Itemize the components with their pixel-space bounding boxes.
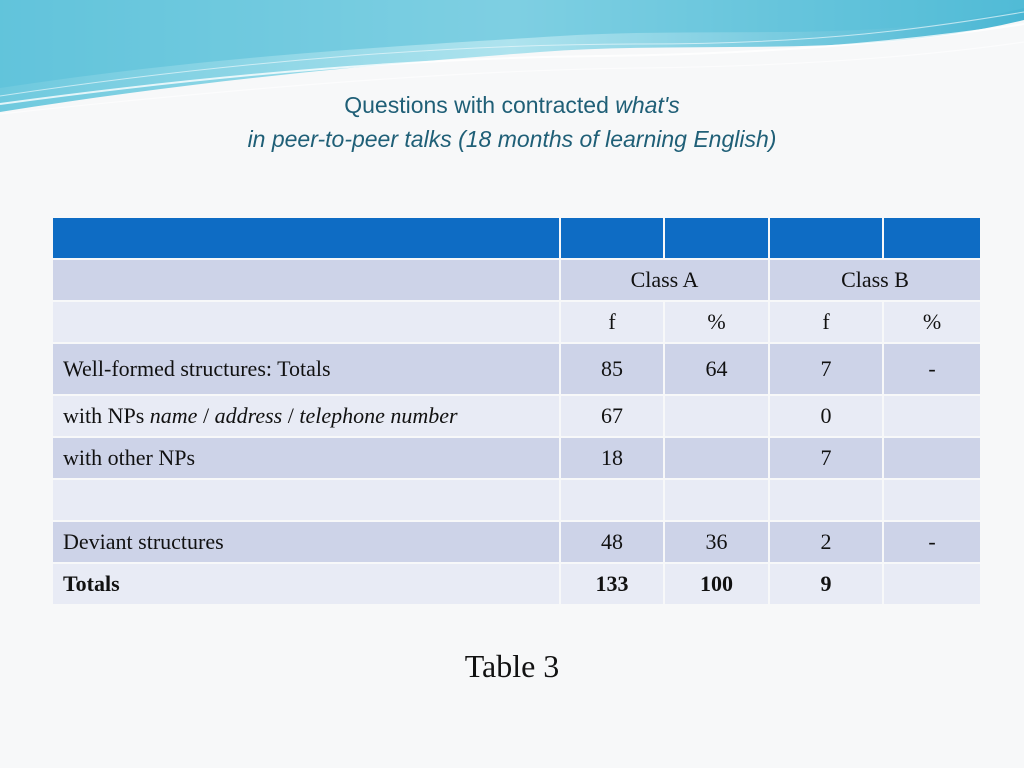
title-line-2: in peer-to-peer talks (18 months of learning English)	[247, 126, 777, 152]
sub-header-cell: f	[561, 302, 663, 342]
sub-header-cell: f	[770, 302, 882, 342]
table-row	[53, 396, 980, 436]
class-b-header: Class B	[770, 260, 980, 300]
table-cell: 2	[770, 522, 882, 562]
label-text: with NPs	[63, 403, 150, 428]
table-row	[53, 344, 980, 394]
table-cell: 64	[665, 344, 768, 394]
row-label: Well-formed structures: Totals	[53, 344, 559, 394]
table-cell	[884, 438, 980, 478]
label-separator: /	[282, 403, 300, 428]
table-cell	[884, 396, 980, 436]
table-cell: 36	[665, 522, 768, 562]
slide-title	[0, 88, 1024, 156]
table-caption: Table 3	[464, 648, 560, 684]
table-cell	[884, 480, 980, 520]
sub-header-row	[53, 302, 980, 342]
table-cell: 18	[561, 438, 663, 478]
table-cell: 0	[770, 396, 882, 436]
table-cell: 85	[561, 344, 663, 394]
row-label	[53, 396, 559, 436]
table-row	[53, 438, 980, 478]
table-cell	[665, 438, 768, 478]
table-cell: -	[884, 522, 980, 562]
sub-header-cell: %	[884, 302, 980, 342]
class-a-header: Class A	[561, 260, 768, 300]
header-cell	[770, 218, 882, 258]
header-cell	[53, 218, 559, 258]
label-italic: address	[214, 403, 283, 428]
label-italic: name	[149, 403, 198, 428]
results-table	[51, 216, 982, 606]
row-label: Deviant structures	[53, 522, 559, 562]
header-cell	[665, 218, 768, 258]
sub-header-cell: %	[665, 302, 768, 342]
table-cell: -	[884, 344, 980, 394]
row-label: with other NPs	[53, 438, 559, 478]
table-row	[53, 522, 980, 562]
totals-row	[53, 564, 980, 604]
title-plain-text: Questions with contracted	[344, 92, 616, 118]
title-line-1	[0, 88, 1024, 122]
table-cell: 67	[561, 396, 663, 436]
table-cell	[884, 564, 980, 604]
table-cell: 48	[561, 522, 663, 562]
table-cell: 7	[770, 344, 882, 394]
table-cell	[561, 480, 663, 520]
title-italic-text: what's	[615, 92, 680, 118]
group-header-row	[53, 260, 980, 300]
row-label	[53, 480, 559, 520]
header-cell	[884, 218, 980, 258]
row-label: Totals	[53, 564, 559, 604]
table-row	[53, 480, 980, 520]
table-cell: 100	[665, 564, 768, 604]
header-cell	[561, 218, 663, 258]
empty-cell	[53, 260, 559, 300]
table-cell: 133	[561, 564, 663, 604]
table-cell	[665, 480, 768, 520]
label-italic: telephone number	[299, 403, 458, 428]
table-cell: 7	[770, 438, 882, 478]
table-cell	[770, 480, 882, 520]
table-cell	[665, 396, 768, 436]
label-separator: /	[197, 403, 215, 428]
table-header-band	[53, 218, 980, 258]
empty-cell	[53, 302, 559, 342]
table-cell: 9	[770, 564, 882, 604]
